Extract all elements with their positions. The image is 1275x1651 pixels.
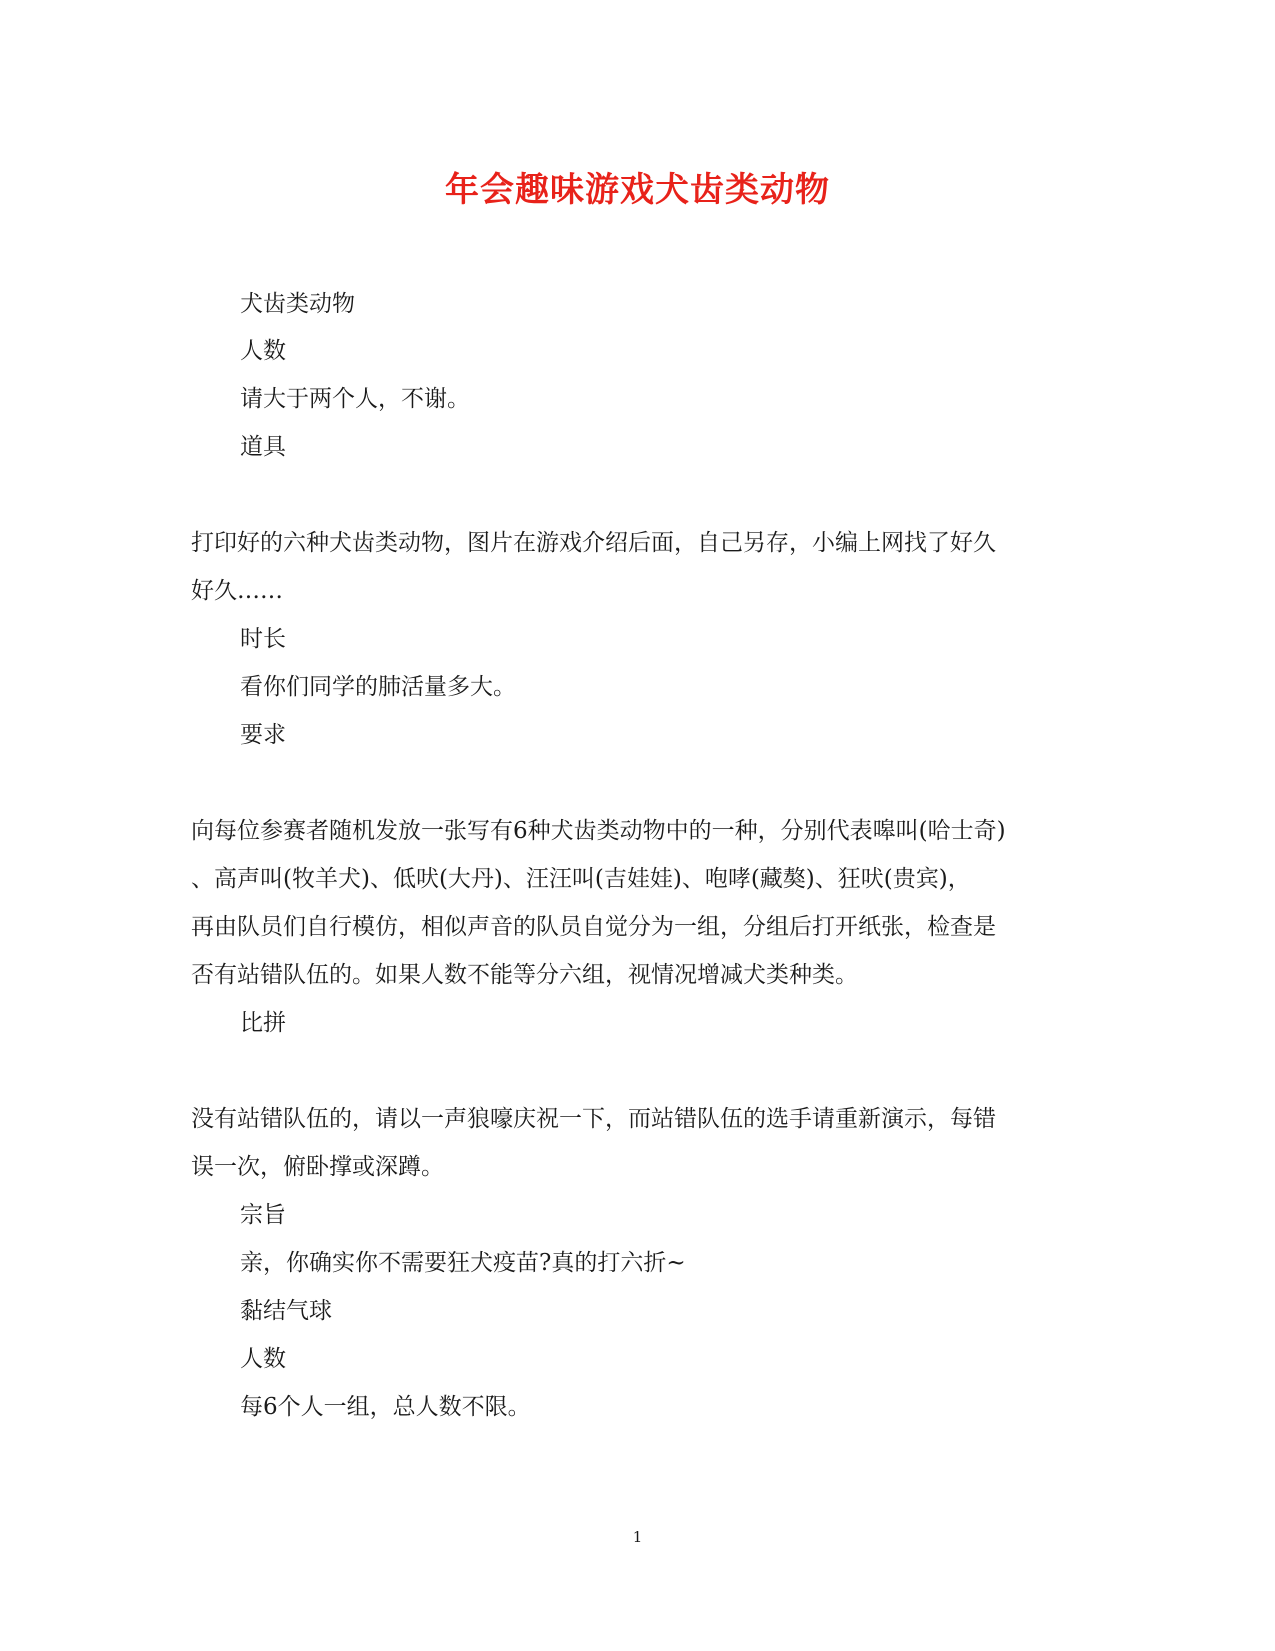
requirements-text-line-4: 否有站错队伍的。如果人数不能等分六组，视情况增减犬类种类。 bbox=[191, 962, 858, 988]
competition-text-line-2: 误一次，俯卧撑或深蹲。 bbox=[191, 1154, 444, 1180]
heading-purpose: 宗旨 bbox=[240, 1202, 286, 1228]
heading-sticky-balloons: 黏结气球 bbox=[240, 1298, 332, 1324]
heading-props: 道具 bbox=[240, 434, 286, 460]
heading-players-2: 人数 bbox=[240, 1346, 286, 1372]
purpose-text: 亲，你确实你不需要狂犬疫苗?真的打六折~ bbox=[240, 1250, 686, 1276]
props-text-line-2: 好久…… bbox=[191, 578, 283, 604]
heading-canine-animals: 犬齿类动物 bbox=[240, 291, 355, 317]
heading-duration: 时长 bbox=[240, 626, 286, 652]
heading-requirements: 要求 bbox=[240, 722, 286, 748]
heading-competition: 比拼 bbox=[240, 1010, 286, 1036]
requirements-text-line-2: 、高声叫(牧羊犬)、低吠(大丹)、汪汪叫(吉娃娃)、咆哮(藏獒)、狂吠(贵宾)， bbox=[191, 866, 971, 892]
competition-text-line-1: 没有站错队伍的，请以一声狼嚎庆祝一下，而站错队伍的选手请重新演示，每错 bbox=[191, 1106, 996, 1132]
heading-players: 人数 bbox=[240, 338, 286, 364]
page-number: 1 bbox=[632, 1528, 643, 1546]
requirements-text-line-3: 再由队员们自行模仿，相似声音的队员自觉分为一组，分组后打开纸张，检查是 bbox=[191, 914, 996, 940]
document-title: 年会趣味游戏犬齿类动物 bbox=[445, 170, 830, 210]
players-text-2: 每6个人一组，总人数不限。 bbox=[240, 1394, 531, 1420]
duration-text: 看你们同学的肺活量多大。 bbox=[240, 674, 516, 700]
requirements-text-line-1: 向每位参赛者随机发放一张写有6种犬齿类动物中的一种，分别代表嗥叫(哈士奇) bbox=[191, 818, 1006, 844]
props-text-line-1: 打印好的六种犬齿类动物，图片在游戏介绍后面，自己另存，小编上网找了好久 bbox=[191, 530, 996, 556]
players-text: 请大于两个人，不谢。 bbox=[240, 386, 470, 412]
